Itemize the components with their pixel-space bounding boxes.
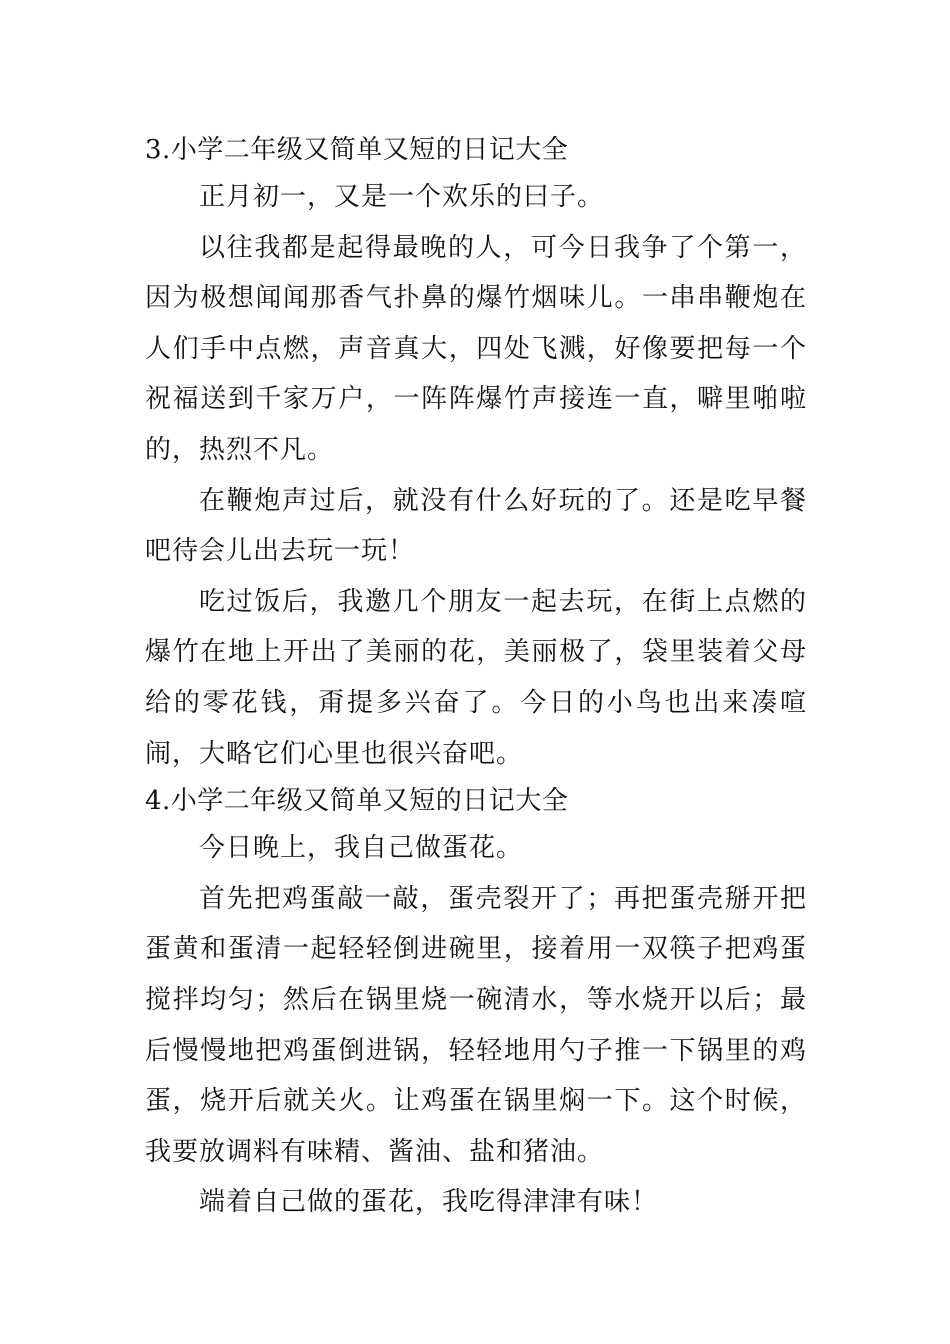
document-body <box>145 128 807 1228</box>
section-4-heading: 4.小学二年级又简单又短的日记大全 <box>145 786 569 817</box>
section-3-paragraph-3: 在鞭炮声过后，就没有什么好玩的了。还是吃早餐吧待会儿出去玩一玩！ <box>145 485 807 567</box>
section-3-paragraph-1: 正月初一，又是一个欢乐的曰子。 <box>199 182 605 212</box>
section-4-paragraph-3: 端着自己做的蛋花，我吃得津津有味！ <box>199 1187 659 1218</box>
section-4-paragraph-1: 今日晚上，我自己做蛋花。 <box>199 833 524 864</box>
section-4-paragraph-2: 首先把鸡蛋敲一敲，蛋壳裂开了；再把蛋壳掰开把蛋黄和蛋清一起轻轻倒进碗里，接着用一双筷子把鸡蛋搅拌均匀；然后在锅里烧一碗清水，等水烧开以后；最后慢慢地把鸡蛋倒进锅，轻轻地用勺子推一下锅里的鸡蛋，烧开后就关火。让鸡蛋在锅里焖一下。这个时候，我要放调料有味精、酱油、盐和猪油。 <box>145 883 807 1167</box>
section-3-paragraph-4: 吃过饭后，我邀几个朋友一起去玩，在街上点燃的爆竹在地上开出了美丽的花，美丽极了，袋里装着父母给的零花钱，甭提多兴奋了。今日的小鸟也出来凑喧闹，大略它们心里也很兴奋吧。 <box>145 586 807 769</box>
section-3-paragraph-2: 以往我都是起得最晚的人，可今日我争了个第一，因为极想闻闻那香气扑鼻的爆竹烟味儿。一串串鞭炮在人们手中点燃，声音真大，四处飞溅，好像要把每一个祝福送到千家万户，一阵阵爆竹声接连一直，噼里啪啦的，热烈不凡。 <box>145 232 807 465</box>
section-3-heading: 3.小学二年级又简单又短的日记大全 <box>145 135 569 165</box>
